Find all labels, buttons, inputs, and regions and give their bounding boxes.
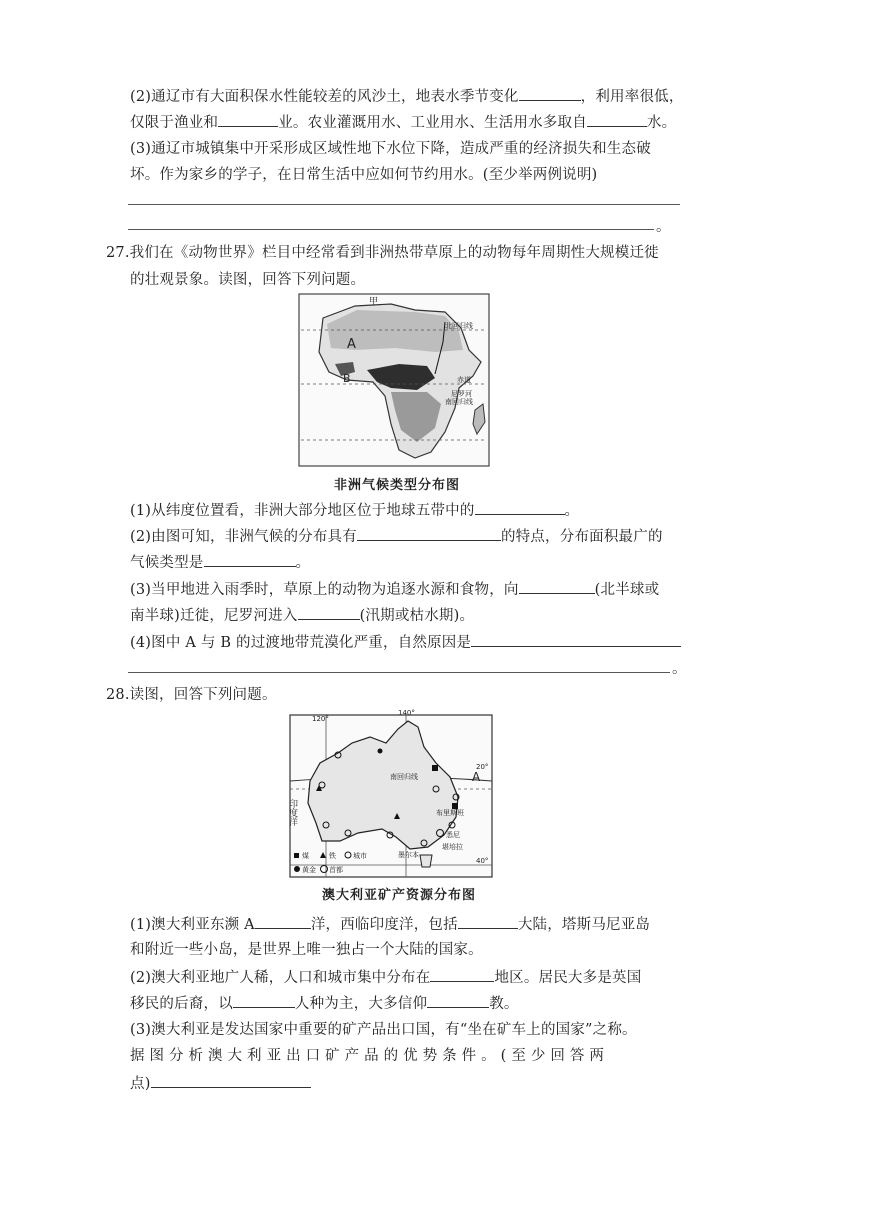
q26-part2-line2 (130, 112, 676, 133)
q27-q2-text-c: 气候类型是 (130, 555, 204, 571)
legend-coal-symbol (294, 853, 299, 858)
q28-q1-text-b: 洋，西临印度洋，包括 (310, 917, 458, 933)
q28-stem: 28.读图，回答下列问题。 (106, 687, 277, 703)
q27-q3-text-d: (汛期或枯水期)。 (359, 608, 475, 624)
q28-q2-text-c: 移民的后裔，以 (130, 996, 233, 1012)
label-lat-20: 20° (476, 763, 489, 771)
label-a: A (347, 337, 356, 352)
label-a: A (472, 770, 481, 784)
africa-climate-map (295, 292, 495, 480)
q26-part3-line1: (3)通辽市城镇集中开采形成区域性地下水位下降，造成严重的经济损失和生态破 (130, 141, 651, 157)
mine-marker (378, 749, 383, 754)
answer-blank[interactable] (233, 993, 295, 1008)
label-sydney: 悉尼 (446, 831, 460, 839)
q28-q3-line2: 据 图 分 析 澳 大 利 亚 出 口 矿 产 品 的 优 势 条 件 。 ( 至 少 回 答 两 (130, 1048, 605, 1064)
answer-blank[interactable] (151, 1073, 311, 1088)
legend-capital: 首都 (329, 866, 343, 874)
q28-q3-line1: (3)澳大利亚是发达国家中重要的矿产品出口国，有“坐在矿车上的国家”之称。 (130, 1022, 637, 1038)
q28-q1-text-c: 大陆，塔斯马尼亚岛 (517, 917, 651, 933)
q27-q2-text-b: 的特点，分布面积最广的 (500, 529, 663, 545)
answer-blank[interactable] (357, 526, 501, 541)
q28-q3-line3 (130, 1073, 311, 1094)
answer-line[interactable] (128, 229, 654, 230)
label-indian-ocean: 印度洋 (287, 799, 297, 826)
label-tropic-north: 北回归线 (445, 322, 473, 330)
answer-blank[interactable] (471, 632, 681, 647)
australia-mineral-map (286, 707, 496, 879)
australia-map-caption: 澳大利亚矿产资源分布图 (322, 888, 477, 903)
label-jia: 甲 (369, 297, 379, 307)
answer-blank[interactable] (458, 914, 518, 929)
q27-q1 (130, 500, 579, 521)
q26-part2-text-b: ，利用率很低， (580, 89, 684, 105)
end-mark: 。 (672, 661, 687, 677)
q27-q3-line1 (130, 579, 659, 600)
answer-blank[interactable] (298, 605, 360, 620)
answer-line[interactable] (128, 672, 670, 673)
q27-stem-line1: 27.我们在《动物世界》栏目中经常看到非洲热带草原上的动物每年周期性大规模迁徙 (106, 245, 659, 261)
answer-blank[interactable] (475, 500, 565, 515)
q27-q4-text: (4)图中 A 与 B 的过渡地带荒漠化严重，自然原因是 (130, 635, 472, 651)
answer-blank[interactable] (427, 993, 489, 1008)
legend-coal: 煤 (302, 852, 309, 860)
answer-blank[interactable] (519, 579, 595, 594)
q26-part2-text-d: 业。农业灌溉用水、工业用水、生活用水多取自 (278, 115, 587, 131)
answer-blank[interactable] (204, 552, 296, 567)
label-melbourne: 墨尔本 (398, 851, 419, 859)
label-brisbane: 布里斯班 (436, 809, 464, 817)
q27-q2-line1 (130, 526, 663, 547)
q27-q2-end: 。 (295, 555, 311, 571)
tasmania (420, 855, 432, 867)
q26-part2-text-c: 仅限于渔业和 (130, 115, 219, 131)
q27-q3-line2 (130, 605, 474, 626)
answer-line[interactable] (128, 204, 680, 205)
q27-q2-line2 (130, 552, 310, 573)
label-tropic: 南回归线 (390, 773, 418, 781)
q28-q3-text-c: 点) (130, 1076, 151, 1092)
q27-q1-text: (1)从纬度位置看，非洲大部分地区位于地球五带中的 (130, 503, 475, 519)
end-mark: 。 (656, 219, 671, 235)
q27-q3-text-c: 南半球)迁徙，尼罗河进入 (130, 608, 298, 624)
answer-blank[interactable] (519, 86, 581, 101)
legend-iron: 铁 (329, 852, 336, 860)
q28-q1-line2: 和附近一些小岛，是世界上唯一独占一个大陆的国家。 (130, 942, 483, 958)
q27-q4-line1 (130, 632, 681, 653)
q28-q2-text-d: 人种为主，大多信仰 (294, 996, 428, 1012)
answer-blank[interactable] (587, 112, 647, 127)
q28-q2-text-e: 教。 (489, 996, 519, 1012)
q26-part2-text-e: 水。 (646, 115, 677, 131)
q28-q1-line1 (130, 914, 650, 935)
q27-q3-text-b: (北半球或 (594, 582, 660, 598)
label-equator: 赤道 (457, 376, 471, 384)
label-lat-40: 40° (476, 857, 489, 865)
q27-stem-line2: 的壮观景象。读图，回答下列问题。 (130, 272, 366, 288)
legend-gold-symbol (294, 866, 300, 872)
legend-gold: 黄金 (302, 866, 316, 874)
q28-q2-text-b: 地区。居民大多是英国 (494, 970, 642, 986)
answer-blank[interactable] (218, 112, 278, 127)
label-b: B (343, 372, 351, 385)
label-lon-140: 140° (398, 709, 415, 717)
q27-q3-text: (3)当甲地进入雨季时，草原上的动物为追逐水源和食物，向 (130, 582, 519, 598)
q28-q1-text: (1)澳大利亚东濒 A (130, 917, 255, 933)
q28-q2-line2 (130, 993, 519, 1014)
label-lon-120: 120° (312, 715, 329, 723)
q27-q2-text: (2)由图可知，非洲气候的分布具有 (130, 529, 357, 545)
africa-map-caption: 非洲气候类型分布图 (334, 478, 461, 493)
label-nile: 尼罗河 (451, 390, 472, 398)
answer-blank[interactable] (255, 914, 311, 929)
q28-q2-line1 (130, 967, 641, 988)
legend-city: 城市 (353, 852, 367, 860)
answer-blank[interactable] (430, 967, 494, 982)
q26-part3-line2: 坏。作为家乡的学子，在日常生活中应如何节约用水。(至少举两例说明) (130, 167, 598, 183)
coal-marker (432, 765, 438, 771)
q28-q2-text: (2)澳大利亚地广人稀，人口和城市集中分布在 (130, 970, 431, 986)
label-tropic-south: 南回归线 (445, 398, 473, 406)
label-canberra: 堪培拉 (442, 843, 463, 851)
q26-part2-text-a: (2)通辽市有大面积保水性能较差的风沙土，地表水季节变化 (130, 89, 519, 105)
q27-q1-end: 。 (564, 503, 580, 519)
q26-part2-line1 (130, 86, 684, 107)
